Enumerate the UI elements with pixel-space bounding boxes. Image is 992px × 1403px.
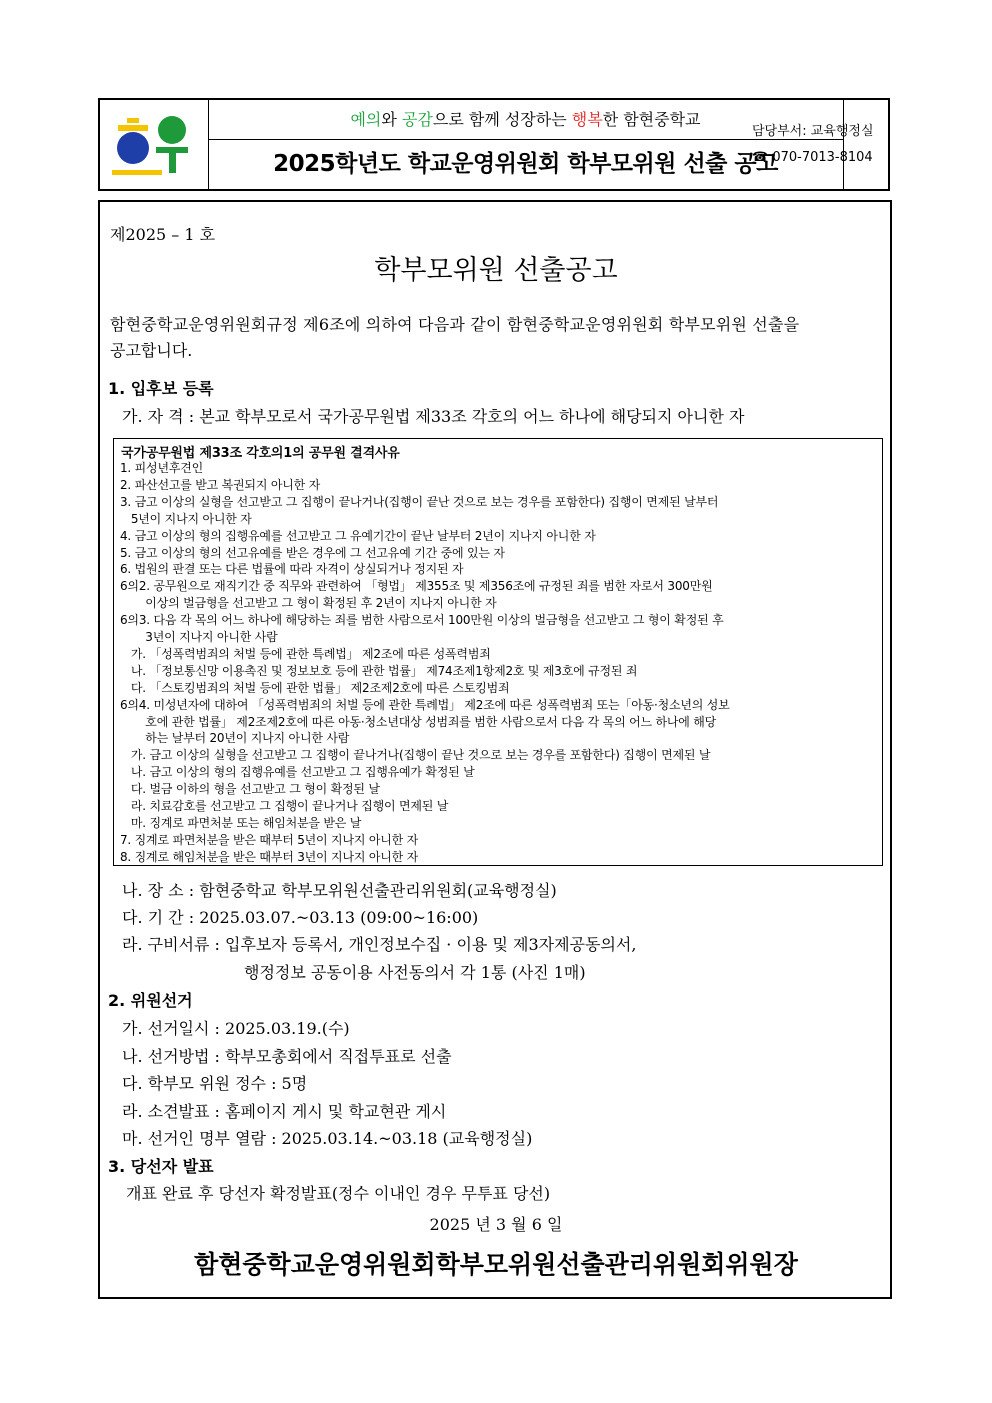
section-heading-election: 2. 위원선거 xyxy=(108,991,193,1010)
slogan-part: 와 xyxy=(381,110,402,129)
qualification-line: 가. 자 격 : 본교 학부모로서 국가공무원법 제33조 각호의 어느 하나에 해당되지 아니한 자 xyxy=(122,407,745,426)
disqualification-item: 라. 치료감호를 선고받고 그 집행이 끝나거나 집행이 면제된 날 xyxy=(120,799,449,813)
slogan-part: 으로 함께 성장하는 xyxy=(432,110,572,129)
disqualification-item: 다. 벌금 이하의 형을 선고받고 그 형이 확정된 날 xyxy=(120,782,380,797)
section-heading-registration: 1. 입후보 등록 xyxy=(108,379,214,398)
signer-title: 함현중학교운영위원회학부모위원선출관리위원회위원장 xyxy=(194,1250,798,1279)
document-number: 제2025 – 1 호 xyxy=(110,225,216,244)
disqualification-item: 7. 징계로 파면처분을 받은 때부터 5년이 지나지 아니한 자 xyxy=(120,832,419,847)
disqualification-item: 마. 징계로 파면처분 또는 해임처분을 받은 날 xyxy=(120,815,362,830)
disqualification-item: 다. 「스토킹범죄의 처벌 등에 관한 법률」 제2조제2호에 따른 스토킹범죄 xyxy=(120,680,510,695)
disqualification-item: 2. 파산선고를 받고 복권되지 아니한 자 xyxy=(120,477,321,492)
disqualification-item: 1. 피성년후견인 xyxy=(120,461,204,475)
intro-text-continued: 공고합니다. xyxy=(110,341,193,360)
disqualification-item: 이상의 벌금형을 선고받고 그 형이 확정된 후 2년이 지나지 아니한 자 xyxy=(120,596,497,611)
period-line: 다. 기 간 : 2025.03.07.~03.13 (09:00~16:00) xyxy=(122,908,479,927)
disqualification-item: 호에 관한 법률」 제2조제2호에 따른 아동·청소년대상 성범죄를 범한 사람으로서 다음 각 목의 어느 하나에 해당 xyxy=(120,714,717,729)
disqualification-item: 5. 금고 이상의 형의 선고유예를 받은 경우에 그 선고유예 기간 중에 있는 자 xyxy=(120,545,505,560)
logo-cell xyxy=(100,100,209,189)
disqualification-item: 6의4. 미성년자에 대하여 「성폭력범죄의 처벌 등에 관한 특례법」 제2조에 따른 성폭력범죄 또는「아동·청소년의 성보 xyxy=(120,697,730,712)
disqualification-item: 5년이 지나지 아니한 자 xyxy=(120,511,252,526)
disqualification-item: 6. 법원의 판결 또는 다른 법률에 따라 자격이 상실되거나 정지된 자 xyxy=(120,562,464,577)
election-item: 다. 학부모 위원 정수 : 5명 xyxy=(122,1074,308,1094)
documents-line: 라. 구비서류 : 입후보자 등록서, 개인정보수집 · 이용 및 제3자제공동의서, xyxy=(122,935,637,954)
section-heading-announcement: 3. 당선자 발표 xyxy=(108,1157,214,1176)
disqualification-item: 3. 금고 이상의 실형을 선고받고 그 집행이 끝나거나(집행이 끝난 것으로 보는 경우를 포함한다) 집행이 면제된 날부터 xyxy=(120,494,719,509)
disqualification-item: 4. 금고 이상의 형의 집행유예를 선고받고 그 유예기간이 끝난 날부터 2년이 지나지 아니한 자 xyxy=(120,528,596,543)
disqualification-item: 6의2. 공무원으로 재직기간 중 직무와 관련하여 「형법」 제355조 및 제356조에 규정된 죄를 범한 자로서 300만원 xyxy=(120,579,713,594)
phone-number: ☎ 070-7013-8104 xyxy=(752,150,873,165)
slogan-part: 공감 xyxy=(401,110,433,129)
disqualification-item: 6의3. 다음 각 목의 어느 하나에 해당하는 죄를 범한 사람으로서 100만원 이상의 벌금형을 선고받고 그 형이 확정된 후 xyxy=(120,613,724,628)
closing-date: 2025 년 3 월 6 일 xyxy=(429,1215,563,1234)
election-item: 마. 선거인 명부 열람 : 2025.03.14.~03.18 (교육행정실) xyxy=(122,1129,533,1149)
slogan-part: 행복 xyxy=(571,110,603,129)
slogan-part: 한 함현중학교 xyxy=(602,110,701,129)
disqualification-title: 국가공무원법 제33조 각호의1의 공무원 결격사유 xyxy=(121,446,400,461)
disqualification-item: 8. 징계로 해임처분을 받은 때부터 3년이 지나지 아니한 자 xyxy=(120,849,419,864)
place-line: 나. 장 소 : 함현중학교 학부모위원선출관리위원회(교육행정실) xyxy=(122,881,557,900)
header-title: 2025학년도 학교운영위원회 학부모위원 선출 공고 xyxy=(208,140,844,189)
disqualification-item: 나. 「정보통신망 이용촉진 및 정보보호 등에 관한 법률」 제74조제1항제2호 및 제3호에 규정된 죄 xyxy=(120,663,638,678)
announcement-text: 개표 완료 후 당선자 확정발표(정수 이내인 경우 무투표 당선) xyxy=(126,1184,551,1203)
document-title: 학부모위원 선출공고 xyxy=(374,255,618,286)
intro-text: 함현중학교운영위원회규정 제6조에 의하여 다음과 같이 함현중학교운영위원회 학부모위원 선출을 xyxy=(110,315,800,334)
disqualification-item: 3년이 지나지 아니한 사람 xyxy=(120,630,278,644)
disqualification-item: 가. 금고 이상의 실형을 선고받고 그 집행이 끝나거나(집행이 끝난 것으로 보는 경우를 포함한다) 집행이 면제된 날 xyxy=(120,748,711,763)
election-item: 가. 선거일시 : 2025.03.19.(수) xyxy=(122,1019,350,1038)
election-item: 라. 소견발표 : 홈페이지 게시 및 학교현관 게시 xyxy=(122,1101,447,1121)
disqualification-item: 가. 「성폭력범죄의 처벌 등에 관한 특례법」 제2조에 따른 성폭력범죄 xyxy=(120,646,491,661)
election-item: 나. 선거방법 : 학부모총회에서 직접투표로 선출 xyxy=(122,1046,452,1066)
school-logo-icon xyxy=(100,100,208,189)
department-label: 담당부서: 교육행정실 xyxy=(752,124,874,139)
disqualification-item: 하는 날부터 20년이 지나지 아니한 사람 xyxy=(120,731,350,746)
documents-line-continued: 행정정보 공동이용 사전동의서 각 1통 (사진 1매) xyxy=(244,963,586,982)
disqualification-item: 나. 금고 이상의 형의 집행유예를 선고받고 그 집행유예가 확정된 날 xyxy=(120,765,475,780)
header-box xyxy=(98,98,890,191)
slogan-part: 예의 xyxy=(350,110,382,129)
slogan xyxy=(208,100,844,140)
